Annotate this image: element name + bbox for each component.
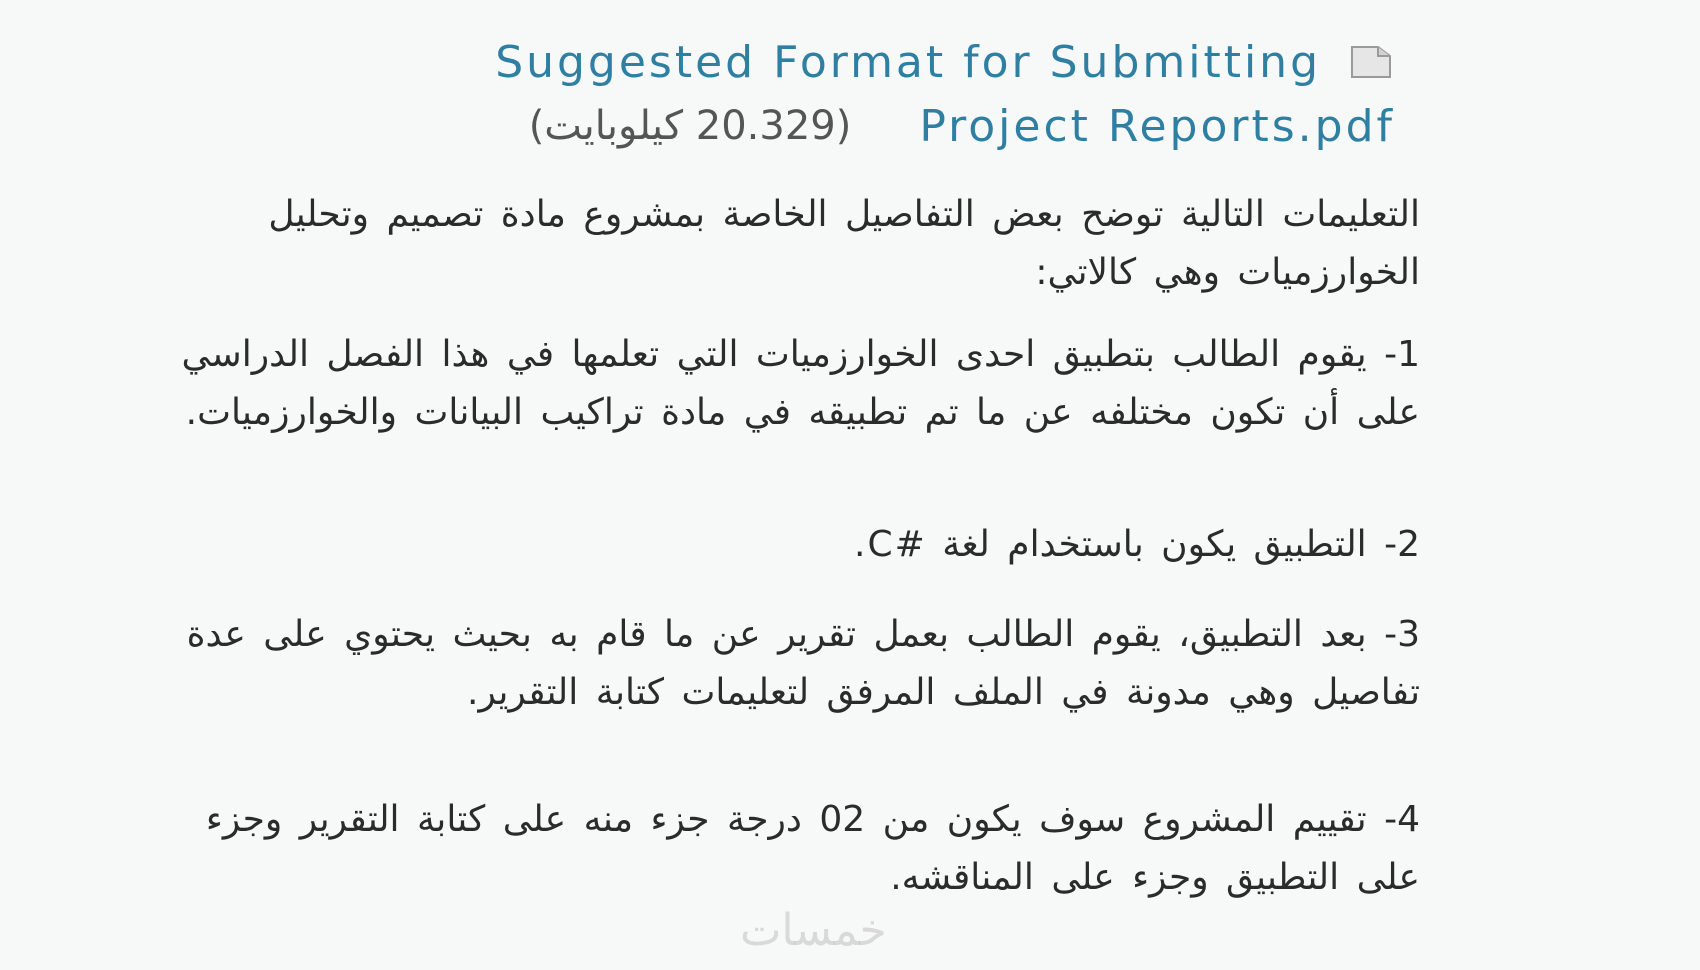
file-size: (20.329 كيلوبايت): [528, 103, 852, 149]
pdf-file-icon[interactable]: [1347, 44, 1395, 80]
attachment-link-line-1[interactable]: Suggested Format for Submitting: [495, 36, 1321, 88]
attachment-line-2: [215, 94, 1395, 158]
intro-paragraph: التعليمات التالية توضح بعض التفاصيل الخاصة بمشروع مادة تصميم وتحليل الخوارزميات وهي كالاتي:: [268, 194, 1420, 293]
instruction-item-1: 1- يقوم الطالب بتطبيق احدى الخوارزميات التي تعلمها في هذا الفصل الدراسي على أن تكون مختلفه عن ما تم تطبيقه في مادة تراكيب البيانات والخوارزميات.: [181, 334, 1420, 433]
attachment-link-line-2[interactable]: Project Reports.pdf: [919, 100, 1395, 152]
attachment-block: [215, 30, 1395, 158]
instruction-item-3: 3- بعد التطبيق، يقوم الطالب بعمل تقرير عن ما قام به بحيث يحتوي على عدة تفاصيل وهي مدونة في الملف المرفق لتعليمات كتابة التقرير.: [186, 614, 1420, 713]
instruction-item-4: 4- تقييم المشروع سوف يكون من 02 درجة جزء منه على كتابة التقرير وجزء على التطبيق وجزء على المناقشه.: [205, 799, 1420, 898]
watermark: خمسات: [740, 905, 887, 956]
attachment-line-1: [215, 30, 1395, 94]
instruction-item-2: 2- التطبيق يكون باستخدام لغة #C.: [854, 524, 1420, 565]
